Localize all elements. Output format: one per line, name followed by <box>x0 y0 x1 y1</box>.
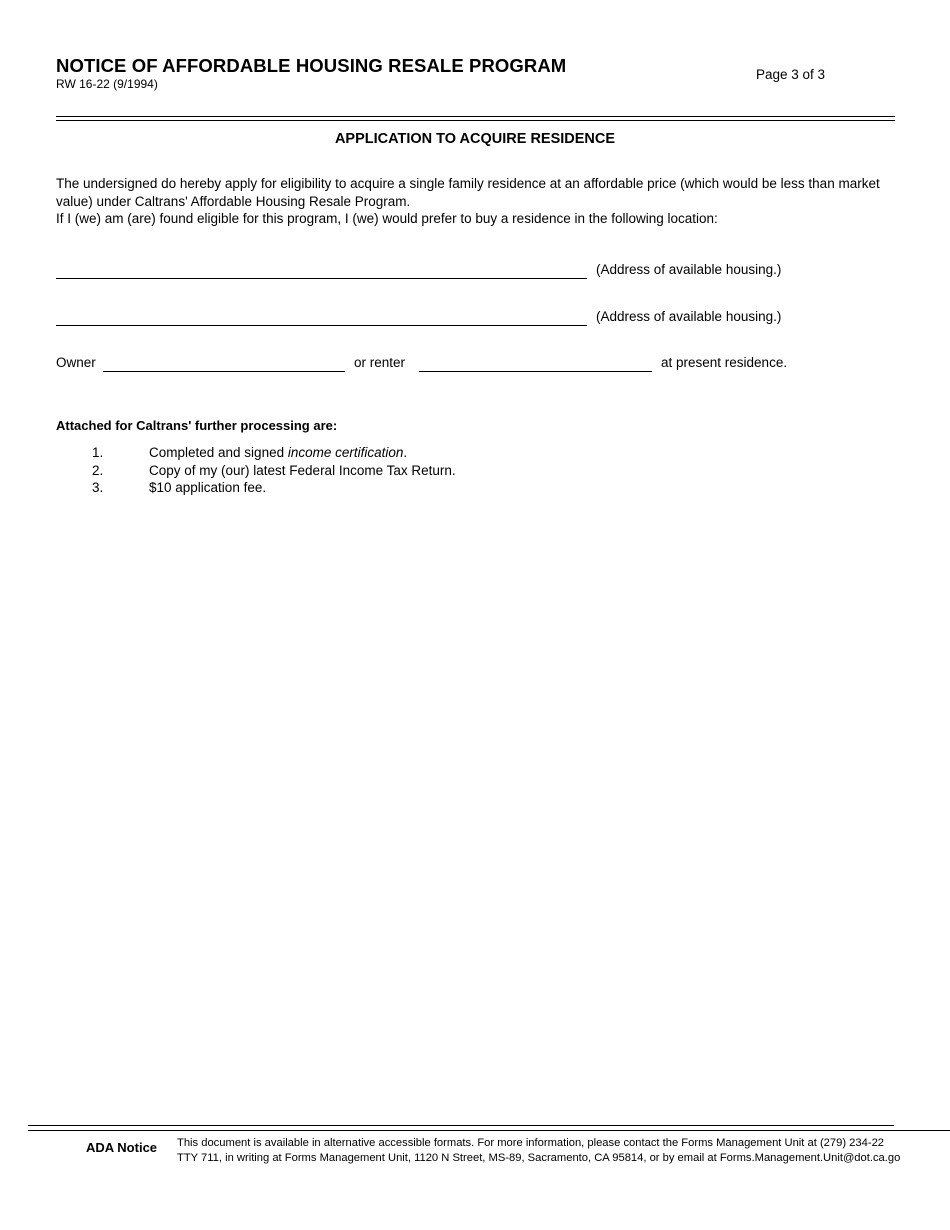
ada-notice-label: ADA Notice <box>86 1140 158 1155</box>
attachments-heading: Attached for Caltrans' further processing are: <box>56 418 338 433</box>
ada-notice-text <box>177 1136 900 1166</box>
present-residence-label: at present residence. <box>661 355 788 370</box>
intro-preference: If I (we) am (are) found eligible for this program, I (we) would prefer to buy a residence in the following location: <box>56 211 718 226</box>
intro-text <box>56 175 886 228</box>
address-field-1-label: (Address of available housing.) <box>596 262 782 277</box>
address-field-1[interactable] <box>56 278 587 279</box>
list-item-number: 1. <box>92 445 104 460</box>
header-rule-bottom <box>56 120 895 121</box>
renter-label: or renter <box>354 355 406 370</box>
list-item-number: 2. <box>92 462 104 478</box>
list-item-text: Completed and signed income certification. <box>149 445 408 460</box>
footer-rule-top <box>28 1125 894 1126</box>
ada-notice-line-2: TTY 711, in writing at Forms Management Unit, 1120 N Street, MS-89, Sacramento, CA 95814, or by email at Forms.Management.Unit@dot.ca.go <box>177 1152 901 1164</box>
list-item-number: 3. <box>92 480 104 495</box>
page-number: Page 3 of 3 <box>756 67 826 82</box>
section-title: APPLICATION TO ACQUIRE RESIDENCE <box>334 131 616 147</box>
list-item-text: $10 application fee. <box>149 480 267 495</box>
footer-rule-bottom <box>28 1130 950 1131</box>
list-item-emphasis: income certification <box>287 445 404 460</box>
address-field-2[interactable] <box>56 325 587 326</box>
form-title: NOTICE OF AFFORDABLE HOUSING RESALE PROGRAM <box>56 55 567 76</box>
header-rule-top <box>56 116 895 117</box>
owner-label: Owner <box>56 355 96 370</box>
owner-field[interactable] <box>103 371 345 372</box>
intro-paragraph: The undersigned do hereby apply for eligibility to acquire a single family residence at an affordable price (which would be less than market value) under Caltrans' Affordable Housing Resale Program. <box>56 176 880 209</box>
list-item-text: Copy of my (our) latest Federal Income Tax Return. <box>149 462 456 478</box>
renter-field[interactable] <box>419 371 652 372</box>
ada-notice-line-1: This document is available in alternative accessible formats. For more information, please contact the Forms Management Unit at (279) 234-22 <box>177 1137 885 1149</box>
address-field-2-label: (Address of available housing.) <box>596 309 782 324</box>
form-code: RW 16-22 (9/1994) <box>56 77 158 91</box>
